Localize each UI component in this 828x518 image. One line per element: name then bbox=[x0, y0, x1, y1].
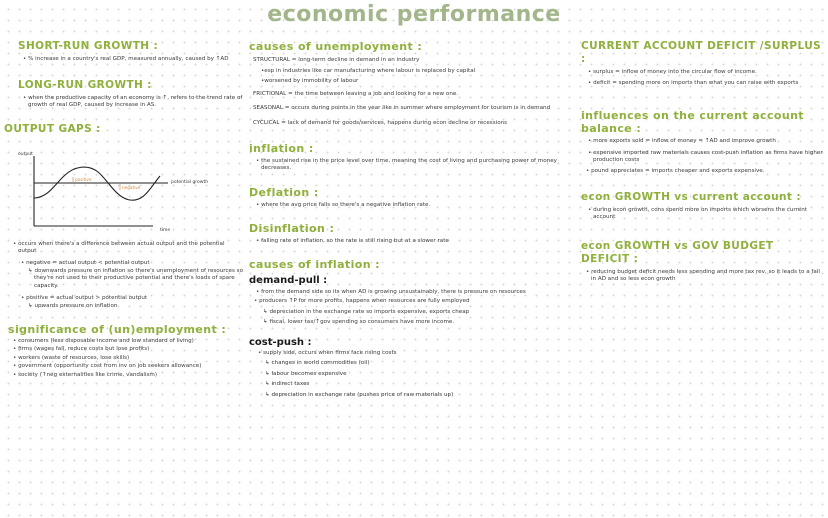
current-account-deficit: • deficit = spending more on imports than what you can raise with exports bbox=[588, 79, 799, 86]
positive-gap: • positive = actual output > potential output bbox=[21, 295, 148, 302]
section-inflation bbox=[249, 142, 575, 173]
section-causes-inflation bbox=[249, 258, 575, 399]
significance-item: • consumers (less disposable income and low standard of living) bbox=[13, 337, 194, 344]
influence-item: • pound appreciates = imports cheaper and exports expensive. bbox=[586, 167, 765, 174]
heading-current-account: CURRENT ACCOUNT DEFICIT /SURPLUS : bbox=[581, 40, 822, 65]
significance-item: • workers (waste of resources, lose skills) bbox=[13, 354, 130, 361]
demand-pull-cause: ↳ depreciation in the exchange rate so imports expensive, exports cheap bbox=[263, 309, 470, 316]
significance-item: • firms (wages fall, reduce costs but lose profits) bbox=[13, 346, 150, 353]
cost-push-cause: ↳ depreciation in exchange rate (pushes price of raw materials up) bbox=[265, 391, 454, 398]
heading-causes-unemployment: causes of unemployment : bbox=[249, 40, 423, 53]
disinflation-definition: • falling rate of inflation, so the rate is still rising but at a slower rate bbox=[256, 238, 449, 245]
heading-short-run: SHORT-RUN GROWTH : bbox=[18, 40, 159, 52]
frictional-unemployment: FRICTIONAL = the time between leaving a job and looking for a new one. bbox=[253, 90, 459, 97]
cost-push-point: • supply side, occurs when firms face rising costs bbox=[258, 350, 397, 357]
growth-vs-budget-point: • reducing budget deficit needs less spending and more tax rev, so it leads to a fall in AD and so less econ growth bbox=[586, 268, 820, 283]
section-current-account bbox=[581, 40, 825, 87]
long-run-bullet: • when the productive capacity of an economy is ↑, refers to the trend rate of growth of real GDP, caused by increase in AS. bbox=[23, 94, 243, 109]
demand-pull-point: • from the demand side so its when AD is growing unsustainably, there is pressure on resources bbox=[256, 288, 526, 295]
structural-detail: •esp in industries like car manufacturing where labour is replaced by capital bbox=[261, 67, 476, 74]
positive-gap-detail: ↳ upwards pressure on inflation bbox=[28, 302, 118, 309]
seasonal-unemployment: SEASONAL = occurs during points in the year like in summer where employment for tourism is in demand bbox=[253, 105, 551, 112]
section-disinflation bbox=[249, 222, 575, 246]
heading-deflation: Deflation : bbox=[249, 185, 319, 199]
chart-y-label: output bbox=[18, 151, 33, 157]
heading-demand-pull: demand-pull : bbox=[249, 274, 328, 286]
cyclical-unemployment: CYCLICAL = lack of demand for goods/services, happens during econ decline or recessions bbox=[253, 119, 508, 126]
section-output-gaps bbox=[4, 122, 244, 311]
heading-influences: influences on the current account balance : bbox=[581, 109, 804, 136]
negative-gap-detail: ↳ downwards pressure on inflation so there's unemployment of resources so they're not used to their productive potential and there's loads of spare capacity. bbox=[28, 267, 243, 289]
middle-column bbox=[249, 40, 575, 399]
section-deflation bbox=[249, 186, 575, 210]
chart-positive-label: positive bbox=[75, 176, 92, 182]
chart-line-label: potential growth bbox=[171, 179, 209, 185]
demand-pull-cause: ↳ fiscal, lower tax/↑gov spending so consumers have more income. bbox=[263, 318, 455, 325]
deflation-definition: • where the avg price falls so there's a negative inflation rate. bbox=[256, 201, 431, 208]
heading-causes-inflation: causes of inflation : bbox=[249, 257, 380, 271]
structural-detail: •worsened by immobility of labour bbox=[261, 78, 359, 85]
influence-item: • expensive imported raw materials causes cost-push inflation as firms have higher production costs bbox=[588, 149, 823, 164]
right-column bbox=[581, 40, 825, 284]
heading-output-gaps: OUTPUT GAPS : bbox=[4, 122, 101, 135]
chart-negative-label: negative bbox=[122, 184, 141, 190]
heading-long-run: LONG-RUN GROWTH : bbox=[18, 78, 152, 91]
heading-inflation: inflation : bbox=[249, 141, 314, 155]
negative-gap: • negative = actual output < potential output bbox=[21, 259, 150, 266]
output-gap-diagram bbox=[8, 148, 244, 236]
inflation-definition: • the sustained rise in the price level over time, meaning the cost of living and purchasing power of money decreases. bbox=[256, 157, 557, 172]
structural-unemployment: STRUCTURAL = long-term decline in demand in an industry bbox=[253, 57, 420, 63]
growth-vs-ca-point: • during econ growth, cons spend more on imports which worsens the current account bbox=[588, 206, 807, 221]
left-column bbox=[4, 40, 244, 380]
section-significance bbox=[8, 323, 244, 380]
cost-push-cause: ↳ changes in world commodities (oil) bbox=[265, 359, 370, 366]
section-growth-vs-current-account bbox=[581, 191, 825, 222]
cost-push-cause: ↳ labour becomes expensive bbox=[265, 370, 347, 377]
short-run-bullet: • % increase in a country's real GDP, measured annually, caused by ↑AD bbox=[23, 56, 229, 62]
demand-pull-point: • producers ↑P for more profits, happens when resources are fully employed bbox=[254, 297, 470, 304]
influence-item: • more exports sold = inflow of money = ↑AD and improve growth bbox=[588, 138, 776, 145]
heading-growth-vs-budget: econ GROWTH vs GOV BUDGET DEFICIT : bbox=[581, 239, 774, 265]
heading-disinflation: Disinflation : bbox=[249, 222, 335, 236]
output-gap-definition: • occurs when there's a difference between actual output and the potential output bbox=[13, 240, 225, 255]
chart-x-label: time bbox=[160, 227, 171, 233]
section-long-run-growth bbox=[8, 79, 244, 110]
section-short-run-growth bbox=[8, 40, 244, 64]
heading-cost-push: cost-push : bbox=[249, 337, 312, 349]
section-causes-unemployment bbox=[249, 40, 575, 128]
heading-significance: significance of (un)employment : bbox=[8, 322, 227, 336]
output-gap-curve bbox=[8, 148, 244, 236]
section-growth-vs-budget bbox=[581, 240, 825, 284]
significance-item: • government (opportunity cost from inv on job seekers allowance) bbox=[13, 363, 202, 370]
current-account-surplus: • surplus = inflow of money into the circular flow of income. bbox=[588, 69, 757, 75]
significance-item: • society (↑neg externalities like crime, vandalism) bbox=[13, 371, 158, 378]
section-influences bbox=[581, 109, 825, 175]
page-title: economic performance bbox=[267, 2, 561, 27]
cost-push-cause: ↳ indirect taxes bbox=[265, 381, 310, 388]
heading-growth-vs-current-account: econ GROWTH vs current account : bbox=[581, 190, 801, 203]
